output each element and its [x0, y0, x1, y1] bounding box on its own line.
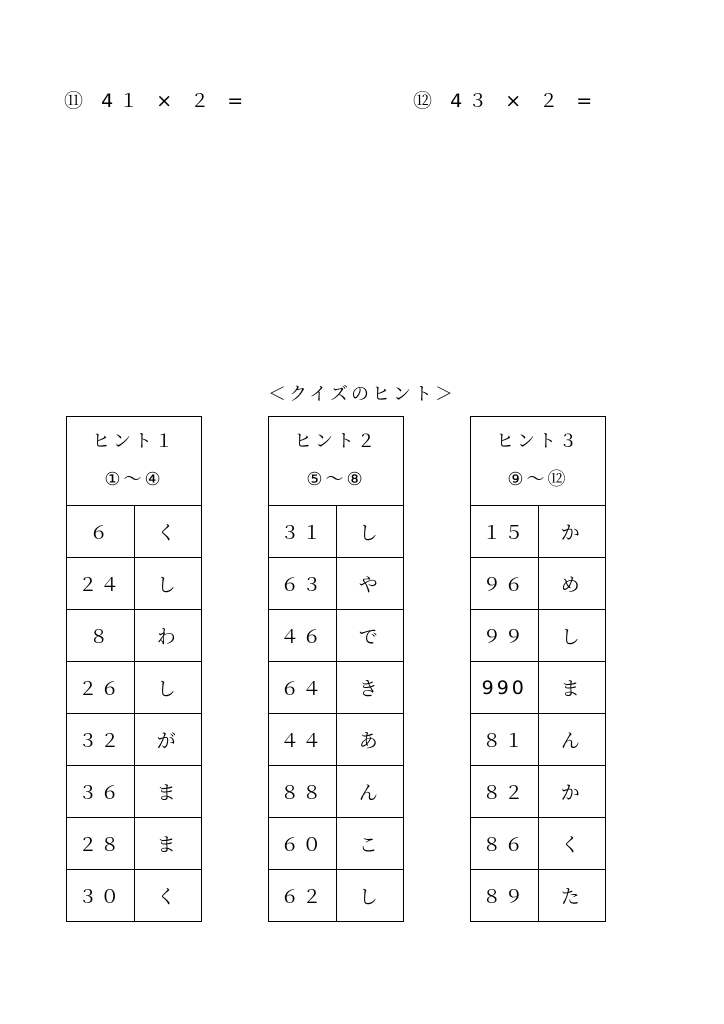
table-row [471, 506, 606, 558]
hint-number: ３１ [269, 506, 337, 558]
table-row [67, 714, 202, 766]
table-row [269, 870, 404, 922]
hint-number: ４４ [269, 714, 337, 766]
hint-number: ８６ [471, 818, 539, 870]
hint-kana: く [134, 506, 202, 558]
table-row [269, 714, 404, 766]
hint-table-1-range: ①～④ [104, 469, 164, 490]
hint-kana: し [538, 610, 606, 662]
hint-number: ３６ [67, 766, 135, 818]
hint-number: ８１ [471, 714, 539, 766]
hint-kana: く [134, 870, 202, 922]
hint-number: ２４ [67, 558, 135, 610]
hint-section-title: ＜クイズのヒント＞ [268, 384, 456, 405]
table-row [471, 870, 606, 922]
hint-number: ３０ [67, 870, 135, 922]
hint-number: １５ [471, 506, 539, 558]
hint-kana: く [538, 818, 606, 870]
table-row [269, 766, 404, 818]
hint-kana: わ [134, 610, 202, 662]
problem-12-expression: 4３ × ２ = [450, 90, 599, 112]
hint-table-2-title: ヒント２ [294, 431, 378, 452]
hint-number: ９９ [471, 610, 539, 662]
problem-12 [413, 86, 598, 113]
hint-kana: た [538, 870, 606, 922]
table-row [67, 766, 202, 818]
hint-number: 990 [471, 662, 539, 714]
hint-kana: め [538, 558, 606, 610]
hint-table-1-title: ヒント１ [92, 431, 176, 452]
hint-table-1-header [67, 417, 202, 506]
table-row [471, 714, 606, 766]
problem-11-expression: 4１ × ２ = [101, 90, 250, 112]
hint-kana: が [134, 714, 202, 766]
hint-number: ８９ [471, 870, 539, 922]
hint-table-3-range: ⑨～⑫ [507, 469, 569, 490]
hint-kana: し [336, 870, 404, 922]
table-row [471, 610, 606, 662]
table-row [67, 506, 202, 558]
hint-table-3 [470, 416, 606, 922]
table-row [471, 662, 606, 714]
hint-kana: し [134, 662, 202, 714]
problem-11-label: ⑪ [64, 90, 90, 112]
hint-number: ２８ [67, 818, 135, 870]
table-row [269, 506, 404, 558]
hint-number: ６２ [269, 870, 337, 922]
table-row [67, 870, 202, 922]
hint-kana: こ [336, 818, 404, 870]
table-row [269, 818, 404, 870]
table-row [67, 818, 202, 870]
hint-kana: き [336, 662, 404, 714]
table-row [67, 610, 202, 662]
hint-table-1 [66, 416, 202, 922]
hint-number: ８ [67, 610, 135, 662]
hint-table-3-title: ヒント３ [496, 431, 580, 452]
hint-kana: や [336, 558, 404, 610]
table-row [269, 610, 404, 662]
hint-number: ６０ [269, 818, 337, 870]
hint-number: ６４ [269, 662, 337, 714]
hint-number: ３２ [67, 714, 135, 766]
hint-table-2-header [269, 417, 404, 506]
hint-table-2-range: ⑤～⑧ [306, 469, 366, 490]
table-row [269, 662, 404, 714]
problem-12-label: ⑫ [413, 90, 439, 112]
hint-kana: か [538, 506, 606, 558]
hint-number: ８８ [269, 766, 337, 818]
table-row [471, 818, 606, 870]
hint-kana: ま [134, 818, 202, 870]
hint-kana: し [336, 506, 404, 558]
table-row [269, 558, 404, 610]
hint-number: ８２ [471, 766, 539, 818]
hint-number: ２６ [67, 662, 135, 714]
table-row [471, 766, 606, 818]
hint-kana: か [538, 766, 606, 818]
hint-number: ４６ [269, 610, 337, 662]
hint-table-3-header [471, 417, 606, 506]
table-row [471, 558, 606, 610]
table-row [67, 662, 202, 714]
hint-number: ６３ [269, 558, 337, 610]
problem-11 [64, 86, 249, 113]
hint-kana: ん [538, 714, 606, 766]
hint-table-2 [268, 416, 404, 922]
hint-kana: ま [134, 766, 202, 818]
hint-number: ９６ [471, 558, 539, 610]
hint-number: ６ [67, 506, 135, 558]
table-row [67, 558, 202, 610]
hint-kana: ん [336, 766, 404, 818]
hint-kana: で [336, 610, 404, 662]
hint-kana: あ [336, 714, 404, 766]
hint-kana: ま [538, 662, 606, 714]
hint-kana: し [134, 558, 202, 610]
